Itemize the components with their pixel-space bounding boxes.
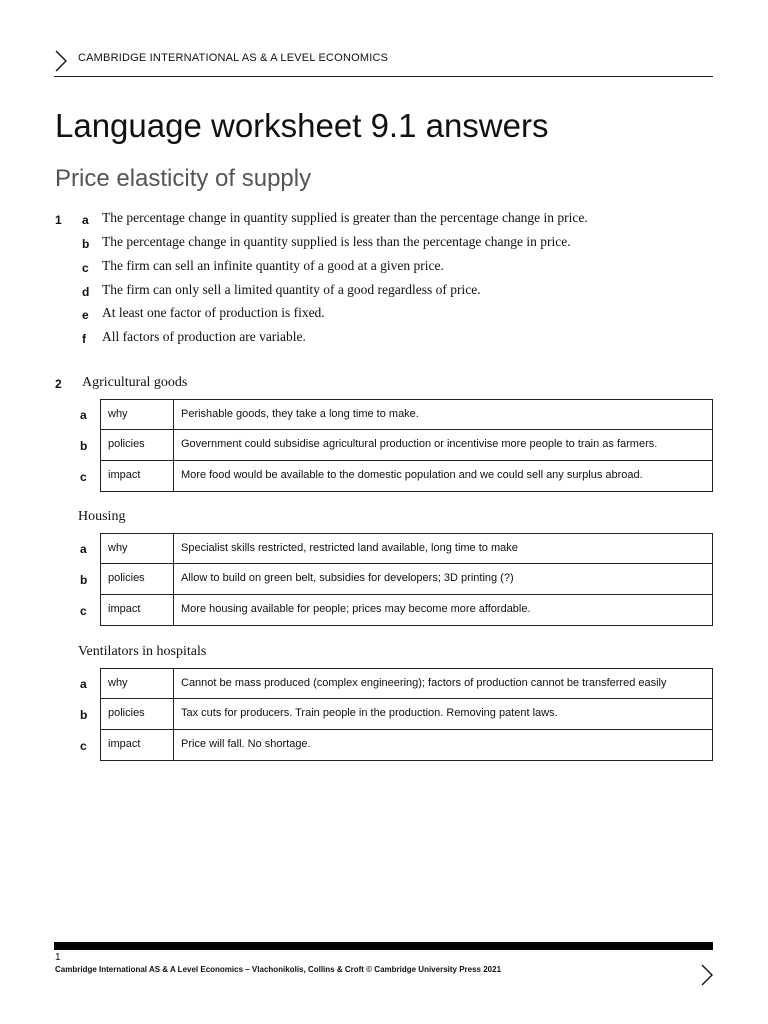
footer-credit: Cambridge International AS & A Level Economics – Vlachonikolis, Collins & Croft © Cambridge University Press 2021 [55, 965, 502, 974]
row-value: Cannot be mass produced (complex engineering); factors of production cannot be transferred easily [173, 668, 713, 699]
answer-letter: c [82, 261, 89, 275]
answer-letter: e [82, 308, 89, 322]
row-value: Allow to build on green belt, subsidies for developers; 3D printing (?) [173, 564, 713, 595]
row-letter: a [80, 677, 87, 691]
table-row [76, 668, 716, 699]
answer-text: At least one factor of production is fixed. [102, 305, 325, 320]
table-row [76, 595, 716, 626]
row-value: More housing available for people; prices may become more affordable. [173, 595, 713, 626]
table-row [76, 730, 716, 761]
row-value: Perishable goods, they take a long time to make. [173, 399, 713, 430]
answer-letter: f [82, 332, 86, 346]
row-letter: a [80, 542, 87, 556]
table-row [76, 399, 716, 430]
row-letter: b [80, 439, 88, 453]
answer-text: The firm can only sell a limited quantity of a good regardless of price. [102, 282, 481, 297]
question-2-number: 2 [55, 377, 62, 391]
table-row [76, 699, 716, 730]
row-key: policies [100, 430, 173, 461]
row-letter: c [80, 470, 87, 484]
row-key: impact [100, 595, 173, 626]
footer-bar [54, 942, 713, 950]
section-heading-agricultural: Agricultural goods [82, 375, 188, 390]
table-housing [76, 533, 716, 626]
answer-text: The percentage change in quantity supplied is less than the percentage change in price. [102, 234, 571, 249]
answer-text: The percentage change in quantity supplied is greater than the percentage change in price. [102, 210, 588, 225]
chevron-right-icon [54, 50, 68, 72]
table-agricultural-goods [76, 399, 716, 492]
question-1-number: 1 [55, 213, 62, 227]
row-key: why [100, 668, 173, 699]
answer-letter: a [82, 213, 89, 227]
answer-text: The firm can sell an infinite quantity of a good at a given price. [102, 258, 444, 273]
row-letter: c [80, 604, 87, 618]
header-divider [54, 76, 713, 77]
table-ventilators [76, 668, 716, 761]
row-key: policies [100, 564, 173, 595]
table-row [76, 564, 716, 595]
page-title: Language worksheet 9.1 answers [55, 107, 549, 144]
table-row [76, 430, 716, 461]
answer-letter: b [82, 237, 90, 251]
row-letter: b [80, 708, 88, 722]
row-value: Government could subsidise agricultural production or incentivise more people to train as farmers. [173, 430, 713, 461]
row-key: policies [100, 699, 173, 730]
table-row [76, 461, 716, 492]
answer-letter: d [82, 285, 90, 299]
row-letter: c [80, 739, 87, 753]
row-key: why [100, 399, 173, 430]
page-subtitle: Price elasticity of supply [55, 165, 312, 192]
section-heading-housing: Housing [78, 509, 126, 524]
page-number: 1 [55, 952, 61, 963]
answer-text: All factors of production are variable. [102, 329, 306, 344]
row-value: Price will fall. No shortage. [173, 730, 713, 761]
row-key: impact [100, 730, 173, 761]
row-value: Tax cuts for producers. Train people in the production. Removing patent laws. [173, 699, 713, 730]
row-key: impact [100, 461, 173, 492]
row-letter: b [80, 573, 88, 587]
table-row [76, 533, 716, 564]
row-key: why [100, 533, 173, 564]
chevron-right-icon[interactable] [700, 964, 714, 986]
row-value: More food would be available to the domestic population and we could sell any surplus abroad. [173, 461, 713, 492]
header-label: CAMBRIDGE INTERNATIONAL AS & A LEVEL ECONOMICS [78, 52, 389, 64]
row-letter: a [80, 408, 87, 422]
row-value: Specialist skills restricted, restricted land available, long time to make [173, 533, 713, 564]
section-heading-ventilators: Ventilators in hospitals [78, 644, 207, 659]
